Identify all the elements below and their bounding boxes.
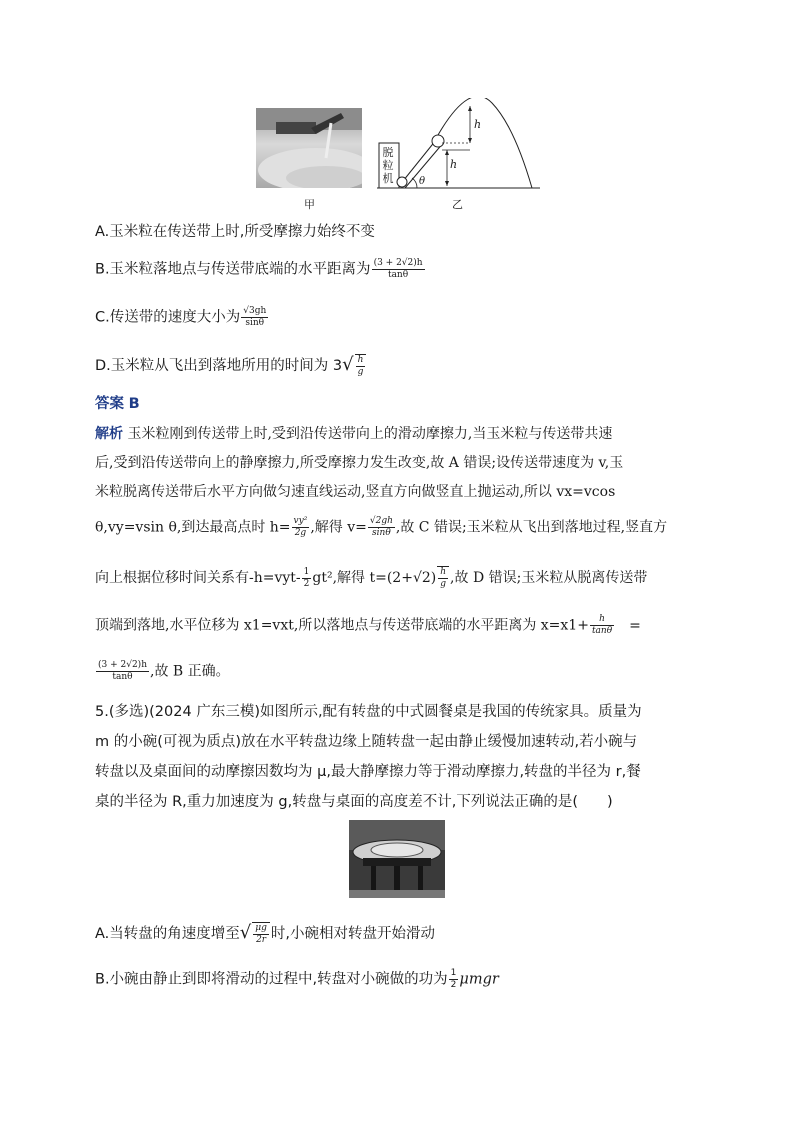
q4-option-c-fraction: $\frac{√3gh}{\sin\theta}$ [243,306,267,328]
h-label-bottom: h [450,158,458,171]
analysis-line5-fraction-1: $\frac{1}{2}$ [303,566,310,589]
q4-option-c-text: C.传送带的速度大小为 [95,309,241,326]
q4-option-b [95,258,426,281]
round-table-photo [349,820,445,898]
q5-option-b-fraction: $\frac{1}{2}$ [450,968,457,990]
analysis-line-1 [95,424,612,444]
figure-yi-diagram [372,98,542,194]
answer-label: 答案 [95,396,124,412]
analysis-line-7: $\frac{(3 + 2√2)h}{\tan\theta}$ ,故 B 正确。 [98,660,230,682]
analysis-line-2: 后,受到沿传送带向上的静摩擦力,所受摩擦力发生改变,故 A 错误;设传送带速度为 v,玉 [95,455,624,471]
q5-option-a: A.当转盘的角速度增至√ $\frac{\mu g}{2r}$ 时,小碗相对转盘开始滑动 [95,922,435,945]
analysis-line4-fraction-1: $\frac{\text{vy²}}{2g}$ [293,516,308,538]
q4-option-a: A.玉米粒在传送带上时,所受摩擦力始终不变 [95,224,375,240]
theta-label: θ [419,176,426,187]
q4-option-b-text: B.玉米粒落地点与传送带底端的水平距离为 [95,261,371,278]
q4-option-d-text: D.玉米粒从飞出到落地所用的时间为 3 [95,358,343,374]
analysis-line-3: 米粒脱离传送带后水平方向做匀速直线运动,竖直方向做竖直上抛运动,所以 vx=vcos [95,484,616,500]
figure-yi-caption: 乙 [452,198,463,211]
analysis-line7-fraction: $\frac{(3 + 2√2)h}{\tan\theta}$ [98,660,147,682]
analysis-label: 解析 [95,426,123,442]
analysis-text-1: 玉米粒刚到传送带上时,受到沿传送带向上的滑动摩擦力,当玉米粒与传送带共速 [127,426,613,442]
analysis-line-4: θ,vy=vsin θ,到达最高点时 h= $\frac{\text{vy²}}{2g}$ ,解得 v= $\frac{√2gh}{\sin\theta}$ ,故 C 错误;玉米粒从飞出到落地过程,竖直方 [95,516,668,538]
h-label-top: h [474,118,482,131]
threshing-photo-svg [256,108,362,188]
round-table-svg [349,820,445,898]
q5-option-a-text: A.当转盘的角速度增至 [95,926,240,942]
sqrt-sign: √ [239,922,252,943]
analysis-line-5: 向上根据位移时间关系有-h=vyt- $\frac{1}{2}$ gt²,解得 t=(2+√2) $\frac{h}{g}$ ,故 D 错误;玉米粒从脱离传送带 [95,566,648,589]
q5-stem-line-4: 桌的半径为 R,重力加速度为 g,转盘与桌面的高度差不计,下列说法正确的是( ) [95,794,613,810]
analysis-line6-fraction: $\frac{h}{\tan\theta}$ [591,614,613,636]
analysis-line5-fraction-2: $\frac{h}{g}$ [437,566,449,590]
q5-option-a-fraction: $\frac{\mu g}{2r}$ [252,922,270,946]
figure-jia-caption: 甲 [304,198,315,211]
q5-option-b: B.小碗由静止到即将滑动的过程中,转盘对小碗做的功为 $\frac{1}{2}$ μmgr [95,968,499,990]
q5-stem-line-3: 转盘以及桌面间的动摩擦因数均为 μ,最大静摩擦力等于滑动摩擦力,转盘的半径为 r,餐 [95,764,641,780]
sqrt-sign: √ [342,354,354,375]
analysis-line-6: 顶端到落地,水平位移为 x1=vxt,所以落地点与传送带底端的水平距离为 x=x1+ $\frac{h}{\tan\theta}$ = [95,614,641,636]
analysis-line4-fraction-2: $\frac{√2gh}{\sin\theta}$ [369,516,393,538]
q5-stem-line-1: 5.(多选)(2024 广东三模)如图所示,配有转盘的中式圆餐桌是我国的传统家具。质量为 [95,704,642,720]
figure-jia-photo [256,108,362,188]
q4-option-c [95,306,269,329]
q5-option-b-text: B.小碗由静止到即将滑动的过程中,转盘对小碗做的功为 [95,971,448,988]
q5-stem-line-2: m 的小碗(可视为质点)放在水平转盘边缘上随转盘一起由静止缓慢加速转动,若小碗与 [95,734,638,750]
q4-option-d [95,354,367,378]
q4-option-d-fraction: $\frac{h}{g}$ [355,354,367,378]
answer-value: B [128,396,140,412]
answer-line [95,394,140,414]
q4-option-b-fraction: $\frac{(3 + 2√2)h}{\tan\theta}$ [373,258,423,280]
machine-label: 脱 粒 机 [382,146,394,185]
